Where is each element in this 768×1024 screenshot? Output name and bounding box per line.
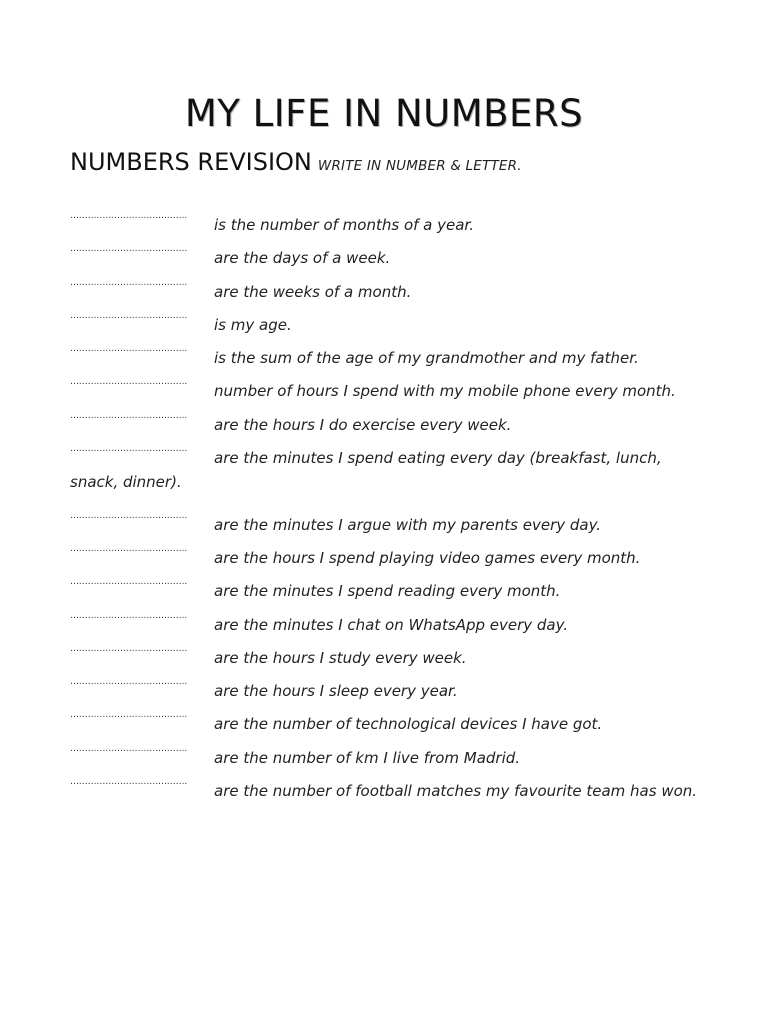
exercise-text: are the days of a week.	[214, 249, 391, 268]
exercise-line	[70, 735, 730, 768]
exercise-text: are the number of technological devices I have got.	[214, 715, 603, 734]
answer-blank: ………………………………….	[70, 211, 188, 221]
exercise-text: number of hours I spend with my mobile phone every month.	[214, 382, 676, 401]
exercise-text: snack, dinner).	[70, 473, 182, 492]
exercise-text: are the hours I do exercise every week.	[214, 415, 512, 434]
subtitle-row	[70, 148, 522, 176]
exercise-line	[70, 368, 730, 401]
answer-blank: ………………………………….	[70, 510, 188, 521]
exercise-text: are the number of football matches my favourite team has won.	[214, 782, 698, 801]
exercise-line	[70, 202, 730, 235]
answer-blank: ………………………………….	[70, 543, 188, 554]
answer-blank: ………………………………….	[70, 410, 188, 421]
exercise-text: are the hours I sleep every year.	[214, 682, 458, 701]
exercise-line	[70, 602, 730, 635]
exercise-text: is my age.	[214, 315, 292, 334]
exercise-text: is the sum of the age of my grandmother and my father.	[214, 349, 639, 368]
exercise-lines	[70, 202, 730, 801]
answer-blank: ………………………………….	[70, 577, 188, 588]
section-subtitle: NUMBERS REVISION	[70, 148, 312, 176]
answer-blank: ………………………………….	[70, 344, 188, 355]
exercise-line	[70, 302, 730, 335]
exercise-text: are the hours I spend playing video games every month.	[214, 548, 641, 567]
exercise-line	[70, 502, 730, 535]
exercise-line	[70, 269, 730, 302]
answer-blank: ………………………………….	[70, 277, 188, 288]
exercise-line-continued	[70, 468, 730, 501]
exercise-text: are the minutes I chat on WhatsApp every day.	[214, 615, 569, 634]
exercise-line	[70, 402, 730, 435]
answer-blank: ………………………………….	[70, 377, 188, 388]
exercise-line	[70, 635, 730, 668]
answer-blank: ………………………………….	[70, 777, 188, 788]
answer-blank: ………………………………….	[70, 310, 188, 321]
exercise-text: are the hours I study every week.	[214, 648, 467, 667]
answer-blank: ………………………………….	[70, 643, 188, 654]
exercise-line	[70, 768, 730, 801]
exercise-text: is the number of months of a year.	[214, 216, 474, 234]
answer-blank: ………………………………….	[70, 743, 188, 754]
answer-blank: ………………………………….	[70, 610, 188, 621]
exercise-text: are the number of km I live from Madrid.	[214, 748, 521, 767]
exercise-line	[70, 235, 730, 268]
exercise-line	[70, 668, 730, 701]
exercise-line	[70, 568, 730, 601]
answer-blank: ………………………………….	[70, 444, 188, 455]
exercise-text: are the weeks of a month.	[214, 282, 412, 301]
instruction-text: WRITE IN NUMBER & LETTER.	[317, 158, 522, 174]
exercise-line	[70, 535, 730, 568]
exercise-line	[70, 335, 730, 368]
worksheet-title: MY LIFE IN NUMBERS	[184, 92, 584, 135]
exercise-line	[70, 701, 730, 734]
answer-blank: ………………………………….	[70, 677, 188, 688]
exercise-text: are the minutes I spend eating every day (breakfast, lunch,	[214, 449, 662, 468]
answer-blank: ………………………………….	[70, 710, 188, 721]
exercise-line	[70, 435, 730, 468]
exercise-text: are the minutes I argue with my parents every day.	[214, 515, 602, 534]
answer-blank: ………………………………….	[70, 244, 188, 255]
exercise-text: are the minutes I spend reading every month.	[214, 582, 561, 601]
